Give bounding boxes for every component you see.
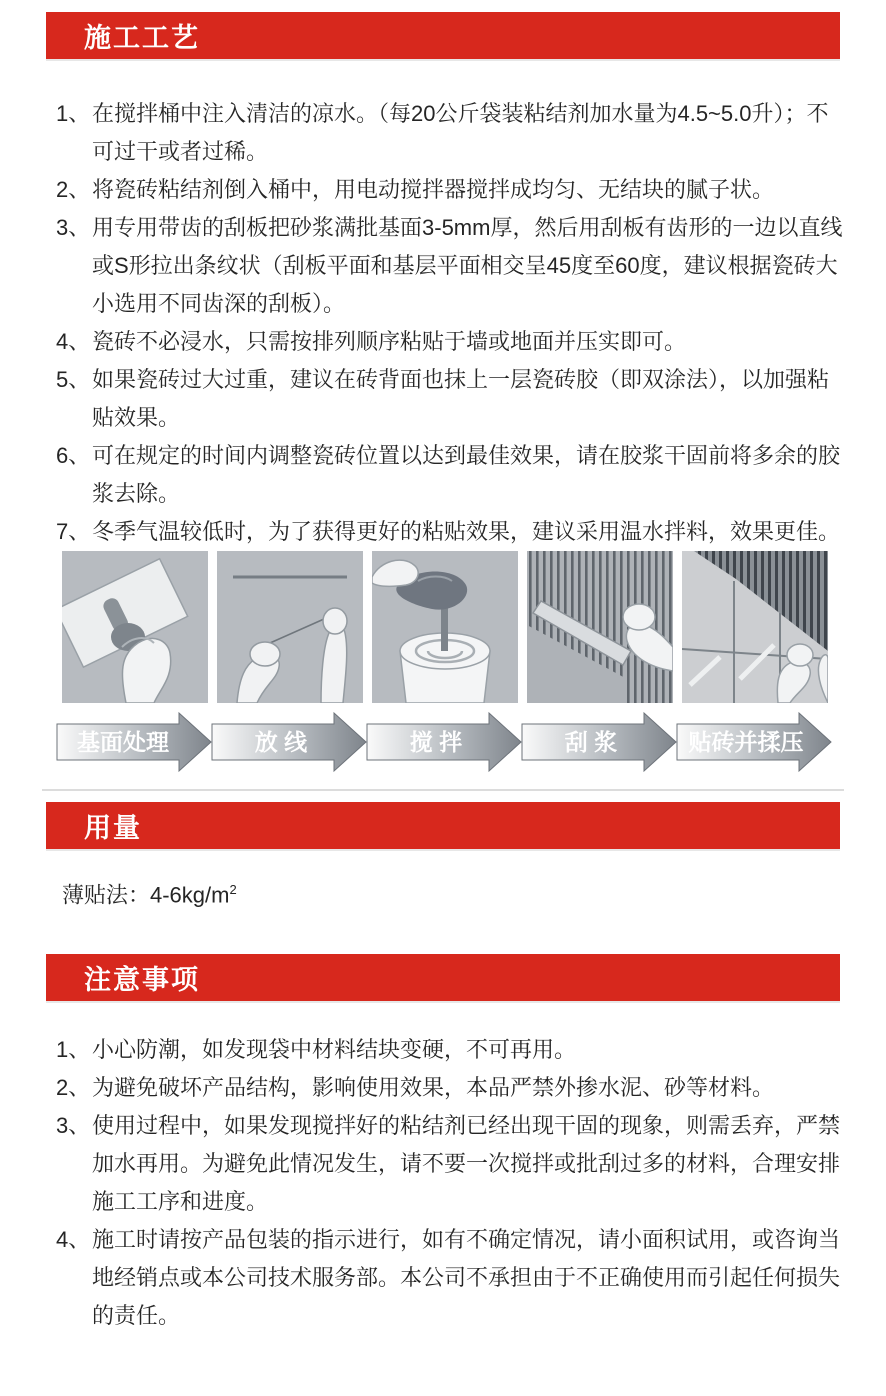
- panel-tiling: [682, 551, 828, 703]
- process-flow-diagram: [62, 551, 830, 773]
- item-number: 3、: [56, 215, 91, 240]
- item-number: 4、: [56, 329, 91, 354]
- flow-step-label: 贴砖并揉压: [688, 729, 804, 755]
- panel-chalk-line: [217, 551, 363, 703]
- panel-mixing: [372, 551, 518, 703]
- list-item: [56, 437, 844, 513]
- notched-trowel-icon: [527, 551, 673, 703]
- section-divider: [42, 789, 844, 791]
- process-flow-panels: [62, 551, 830, 703]
- process-section-header: [46, 12, 840, 59]
- list-item: [56, 95, 844, 171]
- flow-step-label: 基面处理: [77, 729, 169, 755]
- panel-base-treatment: [62, 551, 208, 703]
- trowel-surface-icon: [62, 551, 208, 703]
- item-text: 在搅拌桶中注入清洁的凉水。（每20公斤袋装粘结剂加水量为4.5~5.0升）；不可过干或者过稀。: [92, 101, 829, 164]
- notes-section-header: [46, 954, 840, 1001]
- flow-step-label: 搅 拌: [409, 729, 463, 755]
- flow-step-label: 放 线: [254, 729, 308, 755]
- item-number: 4、: [56, 1227, 91, 1253]
- process-steps-list: [56, 95, 844, 551]
- item-number: 6、: [56, 443, 91, 468]
- item-text: 施工时请按产品包装的指示进行，如有不确定情况，请小面积试用，或咨询当地经销点或本公司技术服务部。本公司不承担由于不正确使用而引起任何损失的责任。: [92, 1227, 841, 1329]
- list-item: [56, 1031, 844, 1069]
- usage-superscript: 2: [229, 882, 237, 897]
- item-text: 如果瓷砖过大过重，建议在砖背面也抹上一层瓷砖胶（即双涂法），以加强粘贴效果。: [92, 367, 830, 430]
- list-item: [56, 513, 844, 551]
- item-text: 用专用带齿的刮板把砂浆满批基面3-5mm厚，然后用刮板有齿形的一边以直线或S形拉出条纹状（刮板平面和基层平面相交呈45度至60度，建议根据瓷砖大小选用不同齿深的刮板）。: [92, 215, 843, 316]
- item-number: 1、: [56, 1037, 91, 1063]
- item-text: 可在规定的时间内调整瓷砖位置以达到最佳效果，请在胶浆干固前将多余的胶浆去除。: [92, 443, 841, 506]
- mixing-bucket-icon: [372, 551, 518, 703]
- list-item: [56, 1107, 844, 1221]
- list-item: [56, 1221, 844, 1335]
- list-item: [56, 209, 844, 323]
- process-section-title: 施工工艺: [84, 23, 200, 53]
- item-text: 小心防潮，如发现袋中材料结块变硬，不可再用。: [92, 1037, 577, 1063]
- item-text: 将瓷砖粘结剂倒入桶中，用电动搅拌器搅拌成均匀、无结块的腻子状。: [92, 177, 775, 202]
- flow-step-label: 刮 浆: [564, 729, 618, 755]
- item-text: 冬季气温较低时，为了获得更好的粘贴效果，建议采用温水拌料，效果更佳。: [92, 519, 841, 544]
- item-number: 5、: [56, 367, 91, 392]
- chalk-line-icon: [217, 551, 363, 703]
- item-number: 3、: [56, 1113, 91, 1139]
- item-number: 1、: [56, 101, 91, 126]
- usage-section-title: 用量: [84, 813, 142, 843]
- list-item: [56, 361, 844, 437]
- flow-arrows-icon: [56, 711, 834, 773]
- instruction-sheet: [0, 12, 886, 1396]
- item-text: 瓷砖不必浸水，只需按排列顺序粘贴于墙或地面并压实即可。: [92, 329, 687, 354]
- panel-scraping: [527, 551, 673, 703]
- notes-section-title: 注意事项: [84, 965, 200, 996]
- list-item: [56, 1069, 844, 1107]
- item-number: 7、: [56, 519, 91, 544]
- usage-section-header: [46, 802, 840, 849]
- item-text: 使用过程中，如果发现搅拌好的粘结剂已经出现干固的现象，则需丢弃，严禁加水再用。为避免此情况发生，请不要一次搅拌或批刮过多的材料，合理安排施工工序和进度。: [92, 1113, 841, 1215]
- notes-list: [56, 1031, 844, 1335]
- tile-press-icon: [682, 551, 828, 703]
- item-number: 2、: [56, 1075, 91, 1101]
- item-number: 2、: [56, 177, 91, 202]
- usage-value: [62, 875, 886, 910]
- list-item: [56, 171, 844, 209]
- usage-text: 薄贴法：4-6kg/m: [62, 882, 230, 908]
- process-flow-arrows: [56, 711, 830, 773]
- item-text: 为避免破坏产品结构，影响使用效果，本品严禁外掺水泥、砂等材料。: [92, 1075, 775, 1101]
- list-item: [56, 323, 844, 361]
